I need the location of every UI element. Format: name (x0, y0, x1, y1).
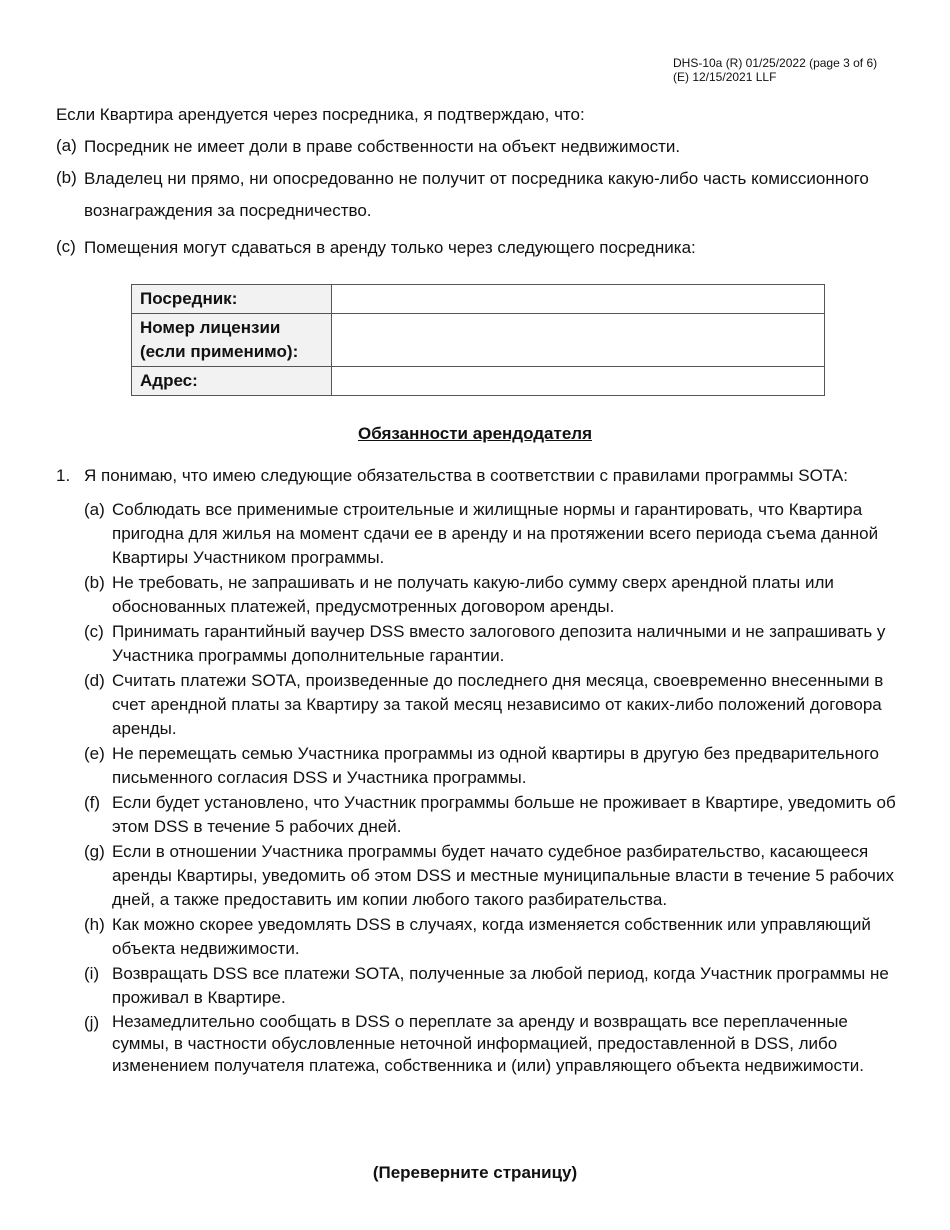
address-label: Адрес: (132, 367, 332, 396)
obligation-item-f (84, 791, 901, 839)
obligations-list (56, 464, 901, 1078)
broker-intro-text: Если Квартира арендуется через посредника, я подтверждаю, что: (56, 105, 585, 124)
obligations-lead: Я понимаю, что имею следующие обязательства в соответствии с правилами программы SOTA: (84, 466, 848, 485)
intro-item-text: Посредник не имеет доли в праве собственности на объект недвижимости. (84, 137, 681, 156)
obligation-text: Если в отношении Участника программы будет начато судебное разбирательство, касающееся аренды Квартиры, уведомить об этом DSS и местные муниципальные власти в течение 5 рабочих дней, а также предоставить им копии любого такого разбирательства. (112, 842, 895, 909)
table-row (132, 285, 825, 314)
obligation-label: (i) (84, 964, 100, 983)
table-row (132, 314, 825, 367)
obligation-item-a (84, 498, 901, 570)
intro-item-label: (c) (56, 237, 76, 256)
obligation-text: Не требовать, не запрашивать и не получать какую-либо сумму сверх арендной платы или обоснованных платежей, предусмотренных договором аренды. (112, 573, 834, 616)
obligation-text: Незамедлительно сообщать в DSS о переплате за аренду и возвращать все переплаченные суммы, в частности обусловленные неточной информацией, предоставленной в DSS, либо изменением получателя платежа, собственника и (или) управляющего объекта недвижимости. (112, 1012, 864, 1075)
obligation-text: Как можно скорее уведомлять DSS в случаях, когда изменяется собственник или управляющий объекта недвижимости. (112, 915, 871, 958)
obligation-item-e (84, 742, 901, 790)
intro-item-b (56, 168, 916, 227)
list-number: 1. (56, 466, 71, 485)
broker-confirmation-section (56, 104, 916, 269)
address-field[interactable] (332, 367, 825, 396)
intro-item-label: (b) (56, 168, 77, 187)
obligation-item-g (84, 840, 901, 912)
broker-field[interactable] (332, 285, 825, 314)
obligation-item-j (84, 1011, 901, 1077)
intro-item-a (56, 136, 916, 158)
intro-item-c (56, 237, 916, 259)
form-id-header (673, 56, 877, 84)
obligation-label: (g) (84, 842, 105, 861)
broker-info-table (131, 284, 825, 396)
obligation-text: Не перемещать семью Участника программы из одной квартиры в другую без предварительного письменного согласия DSS и Участника программы. (112, 744, 880, 787)
obligations-sublist (84, 498, 901, 1077)
obligation-item-h (84, 913, 901, 961)
intro-item-text: Помещения могут сдаваться в аренду только через следующего посредника: (84, 238, 696, 257)
table-row (132, 367, 825, 396)
obligation-text: Соблюдать все применимые строительные и жилищные нормы и гарантировать, что Квартира пригодна для жилья на момент сдачи ее в аренду и на протяжении всего периода съема данной Квартиры Участником программы. (112, 500, 879, 567)
obligation-label: (b) (84, 573, 105, 592)
obligation-text: Считать платежи SOTA, произведенные до последнего дня месяца, своевременно внесенными в счет арендной платы за Квартиру за такой месяц независимо от каких-либо положений договора аренды. (112, 671, 884, 738)
obligation-text: Принимать гарантийный ваучер DSS вместо залогового депозита наличными и не запрашивать у Участника программы дополнительные гарантии. (112, 622, 886, 665)
obligation-item-i (84, 962, 901, 1010)
section-title: Обязанности арендодателя (357, 424, 592, 443)
obligation-item-d (84, 669, 901, 741)
broker-label: Посредник: (132, 285, 332, 314)
obligation-label: (e) (84, 744, 105, 763)
obligation-label: (f) (84, 793, 101, 812)
intro-item-label: (a) (56, 136, 77, 155)
obligation-label: (h) (84, 915, 105, 934)
obligation-label: (c) (84, 622, 104, 641)
list-item (56, 464, 901, 488)
form-id-line2: (E) 12/15/2021 LLF (673, 70, 777, 84)
intro-item-text: Владелец ни прямо, ни опосредованно не получит от посредника какую-либо часть комиссионного вознаграждения за посредничество. (84, 169, 869, 220)
obligation-item-b (84, 571, 901, 619)
obligation-text: Если будет установлено, что Участник программы больше не проживает в Квартире, уведомить об этом DSS в течение 5 рабочих дней. (112, 793, 896, 836)
turn-page-note: (Переверните страницу) (372, 1163, 578, 1182)
obligation-label: (a) (84, 500, 105, 519)
obligation-label: (j) (84, 1013, 100, 1032)
license-field[interactable] (332, 314, 825, 367)
obligation-item-c (84, 620, 901, 668)
license-label: Номер лицензии (если применимо): (132, 314, 332, 367)
obligation-label: (d) (84, 671, 105, 690)
obligation-text: Возвращать DSS все платежи SOTA, полученные за любой период, когда Участник программы не проживал в Квартире. (112, 964, 889, 1007)
form-id-line1: DHS-10a (R) 01/25/2022 (page 3 of 6) (673, 56, 878, 70)
